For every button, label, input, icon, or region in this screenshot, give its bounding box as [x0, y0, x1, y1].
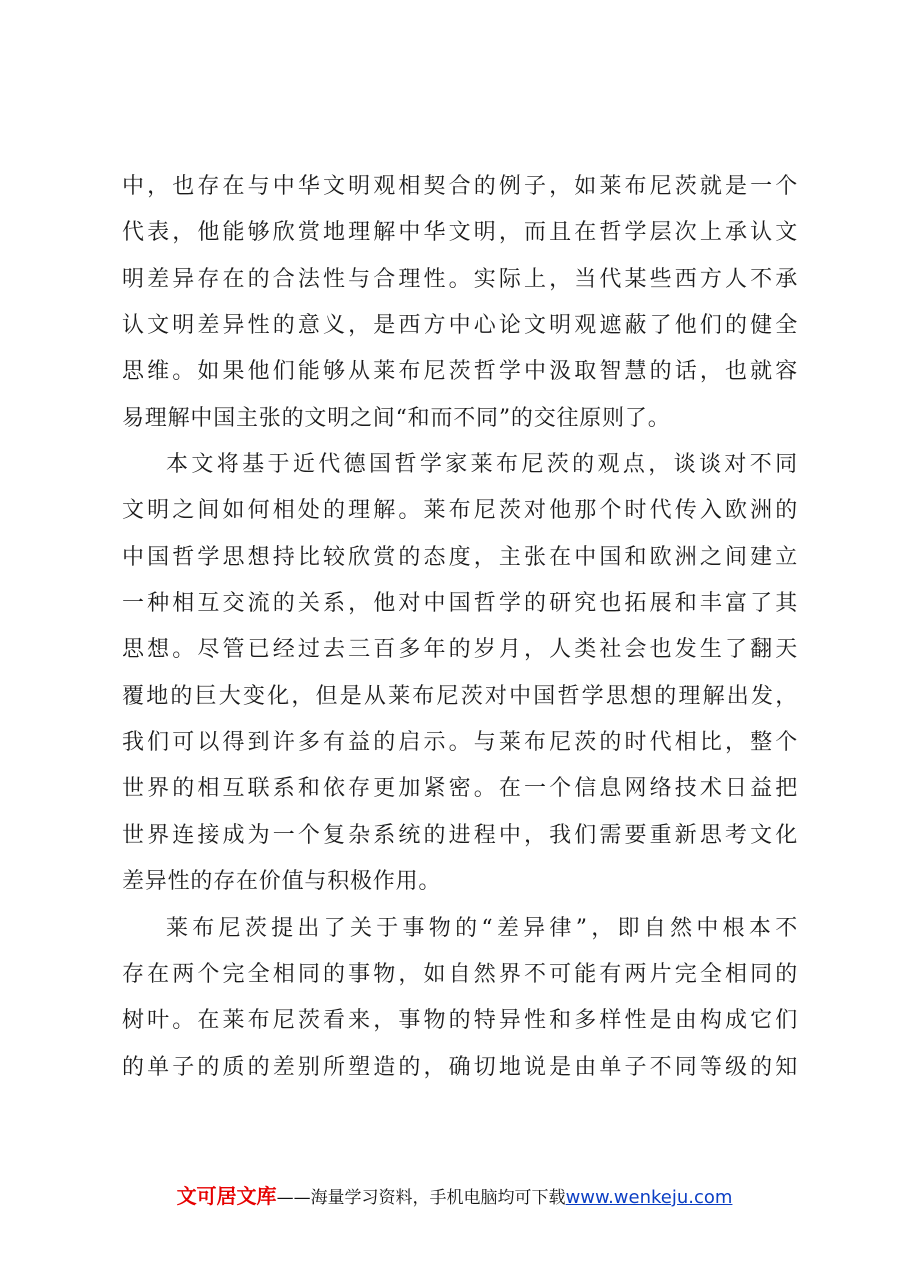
footer-brand: 文可居文库 [176, 1184, 277, 1208]
text-line: 世界连接成为一个复杂系统的进程中，我们需要重新思考文化 [122, 822, 798, 848]
text-line: 易理解中国主张的文明之间“和而不同”的交往原则了。 [122, 405, 671, 431]
text-line: 思想。尽管已经过去三百多年的岁月，人类社会也发生了翻天 [122, 637, 798, 663]
text-line: 认文明差异性的意义，是西方中心论文明观遮蔽了他们的健全 [122, 313, 798, 339]
text-line: 中，也存在与中华文明观相契合的例子，如莱布尼茨就是一个 [122, 174, 798, 199]
text-line: 代表，他能够欣赏地理解中华文明，而且在哲学层次上承认文 [122, 220, 798, 246]
text-line: 差异性的存在价值与积极作用。 [122, 869, 442, 895]
paragraph-1 [122, 164, 798, 442]
text-line: 覆地的巨大变化，但是从莱布尼茨对中国哲学思想的理解出发， [122, 683, 798, 709]
text-line: 本文将基于近代德国哲学家莱布尼茨的观点，谈谈对不同 [166, 452, 798, 478]
paragraph-3 [122, 906, 798, 1091]
footer-slogan: ——海量学习资料，手机电脑均可下载 [276, 1188, 566, 1208]
footer-link[interactable]: www.wenkeju.com [565, 1187, 733, 1208]
text-line: 一种相互交流的关系，他对中国哲学的研究也拓展和丰富了其 [122, 591, 798, 617]
paragraph-2 [122, 442, 798, 905]
text-line: 的单子的质的差别所塑造的，确切地说是由单子不同等级的知 [122, 1054, 798, 1080]
text-line: 世界的相互联系和依存更加紧密。在一个信息网络技术日益把 [122, 776, 798, 802]
text-line: 莱布尼茨提出了关于事物的“差异律”，即自然中根本不 [166, 915, 798, 941]
text-line: 明差异存在的合法性与合理性。实际上，当代某些西方人不承 [122, 266, 798, 292]
body-text [122, 164, 798, 1091]
text-line: 存在两个完全相同的事物，如自然界不可能有两片完全相同的 [122, 961, 798, 987]
text-line: 文明之间如何相处的理解。莱布尼茨对他那个时代传入欧洲的 [122, 498, 798, 524]
text-line: 树叶。在莱布尼茨看来，事物的特异性和多样性是由构成它们 [122, 1008, 798, 1034]
text-line: 中国哲学思想持比较欣赏的态度，主张在中国和欧洲之间建立 [122, 544, 798, 570]
text-line: 我们可以得到许多有益的启示。与莱布尼茨的时代相比，整个 [122, 730, 798, 756]
text-line: 思维。如果他们能够从莱布尼茨哲学中汲取智慧的话，也就容 [122, 359, 798, 385]
footer-banner [0, 1180, 909, 1209]
